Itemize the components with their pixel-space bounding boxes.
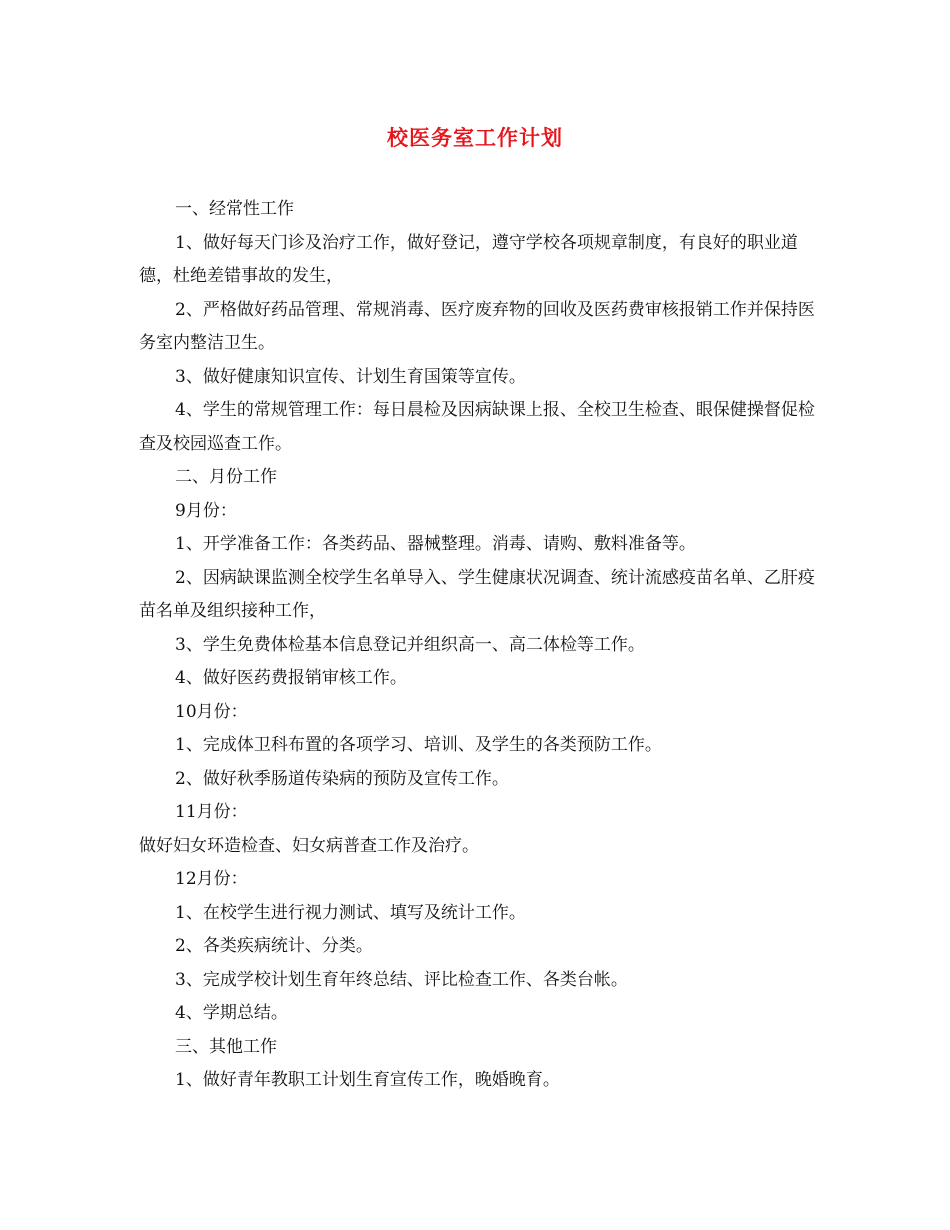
- paragraph: 1、做好青年教职工计划生育宣传工作，晚婚晚育。: [175, 1070, 560, 1090]
- paragraph: 2、各类疾病统计、分类。: [175, 936, 373, 956]
- paragraph: 4、学期总结。: [175, 1003, 288, 1023]
- paragraph: 4、做好医药费报销审核工作。: [175, 668, 407, 688]
- paragraph: 1、做好每天门诊及治疗工作，做好登记，遵守学校各项规章制度，有良好的职业道德，杜绝差错事故的发生，: [139, 232, 798, 286]
- month-heading: 9月份：: [175, 500, 237, 521]
- paragraph: 3、做好健康知识宣传、计划生育国策等宣传。: [175, 366, 526, 387]
- paragraph: 做好妇女环造检查、妇女病普查工作及治疗。: [139, 835, 479, 856]
- paragraph: 4、学生的常规管理工作：每日晨检及因病缺课上报、全校卫生检查、眼保健操督促检查及校园巡查工作。: [139, 400, 815, 454]
- document-title: 校医务室工作计划: [387, 125, 563, 150]
- paragraph: 3、学生免费体检基本信息登记并组织高一、高二体检等工作。: [175, 634, 645, 655]
- section-heading: 三、其他工作: [175, 1036, 277, 1057]
- paragraph: 2、因病缺课监测全校学生名单导入、学生健康状况调查、统计流感疫苗名单、乙肝疫苗名单及组织接种工作，: [139, 567, 815, 621]
- month-heading: 10月份：: [175, 701, 248, 722]
- paragraph: 1、在校学生进行视力测试、填写及统计工作。: [175, 902, 526, 923]
- paragraph: 1、开学准备工作：各类药品、器械整理。消毒、请购、敷料准备等。: [175, 534, 696, 554]
- document-body: [139, 193, 829, 1098]
- section-heading: 二、月份工作: [175, 467, 277, 487]
- paragraph: 一、经常性工作: [175, 199, 294, 219]
- paragraph: 2、严格做好药品管理、常规消毒、医疗废弃物的回收及医药费审核报销工作并保持医务室内整洁卫生。: [139, 299, 815, 353]
- paragraph: 2、做好秋季肠道传染病的预防及宣传工作。: [175, 768, 509, 789]
- paragraph: 3、完成学校计划生育年终总结、评比检查工作、各类台帐。: [175, 969, 628, 990]
- paragraph: 1、完成体卫科布置的各项学习、培训、及学生的各类预防工作。: [175, 735, 662, 755]
- month-heading: 12月份：: [175, 869, 248, 889]
- month-heading: 11月份：: [175, 802, 248, 822]
